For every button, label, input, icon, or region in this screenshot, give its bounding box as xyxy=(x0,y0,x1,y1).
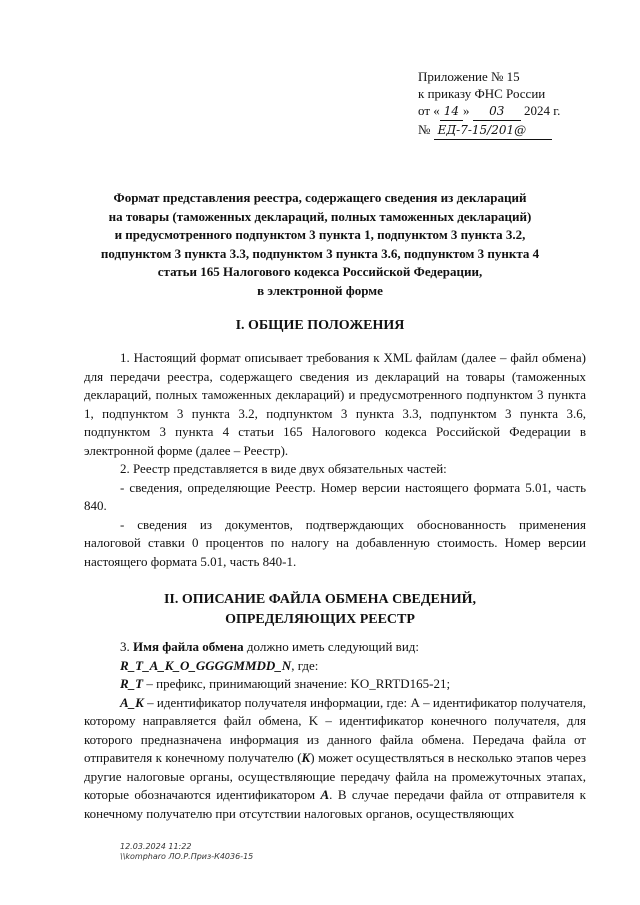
title-line: и предусмотренного подпунктом 3 пункта 1, подпунктом 3 пункта 3.2, xyxy=(114,227,526,242)
section1-body xyxy=(84,349,586,571)
appendix-block xyxy=(418,68,560,140)
paragraph-2: 2. Реестр представляется в виде двух обязательных частей: xyxy=(120,461,447,476)
paragraph-3 xyxy=(84,638,586,657)
section2-line2: ОПРЕДЕЛЯЮЩИХ РЕЕСТР xyxy=(225,612,415,627)
date-mid: » xyxy=(463,103,470,118)
footer-line1: 12.03.2024 11:22 xyxy=(120,842,192,851)
date-month: 03 xyxy=(473,103,521,121)
footer-line2: \\kompharo ЛО.Р.Приз-К4036-15 xyxy=(120,852,254,861)
section1-heading: I. ОБЩИЕ ПОЛОЖЕНИЯ xyxy=(235,318,405,333)
title-line: подпунктом 3 пункта 3.3, подпунктом 3 пункта 3.6, подпунктом 3 пункта 4 xyxy=(100,245,540,261)
number-value: ЕД-7-15/201@ xyxy=(434,122,552,140)
paragraph-2a: - сведения, определяющие Реестр. Номер версии настоящего формата 5.01, часть 840. xyxy=(84,479,586,513)
prefix-code: R_T xyxy=(120,676,144,691)
ak-text2: ) может осуществляться в несколько этапов через другие налоговые органы, осуществляющие передачу файла на промежуточных этапах, которые обозначаются идентификатором xyxy=(84,750,587,802)
title-line: на товары (таможенных деклараций, полных таможенных деклараций) xyxy=(108,208,532,224)
title-line: в электронной форме xyxy=(257,282,383,298)
ak-text1: – идентификатор получателя информации, где: А – идентификатор получателя, которому направляется файл обмена, K – идентификатор конечного получателя, для которого предназначена информация из данного файла обмена. Передача файла от отправителя к конечному получателю ( xyxy=(84,694,586,765)
para3-rest: должно иметь следующий вид: xyxy=(243,639,420,654)
footer-note xyxy=(120,842,253,862)
prefix-line xyxy=(84,675,586,694)
ak-k: K xyxy=(301,750,311,765)
title-line: Формат представления реестра, содержащего сведения из деклараций xyxy=(113,190,527,205)
filename-pattern: R_T_A_K_O_GGGGMMDD_N xyxy=(120,657,292,673)
section2-body xyxy=(84,638,586,823)
prefix-text: – префикс, принимающий значение: KO_RRTD165-21; xyxy=(143,676,451,691)
ak-code: A_K xyxy=(120,694,144,710)
filename-pattern-line xyxy=(84,657,586,676)
section2-line1: II. ОПИСАНИЕ ФАЙЛА ОБМЕНА СВЕДЕНИЙ, xyxy=(163,592,476,607)
filename-suffix: , где: xyxy=(291,657,319,673)
appendix-line1: Приложение № 15 xyxy=(418,69,520,84)
ak-a: А xyxy=(320,787,330,802)
appendix-number xyxy=(418,121,560,140)
number-prefix: № xyxy=(418,122,431,137)
ak-text3: . В случае передачи файла от отправителя к конечному получателю при отсутствии налоговых органов, осуществляющих xyxy=(84,787,586,821)
date-day: 14 xyxy=(440,103,463,121)
paragraph-2b: - сведения из документов, подтверждающих обоснованность применения налоговой ставки 0 процентов по налогу на добавленную стоимость. Номер версии настоящего формата 5.01, часть 840-1. xyxy=(84,516,586,569)
section2-heading xyxy=(60,590,580,630)
date-year: 2024 г. xyxy=(524,103,561,118)
para3-bold: Имя файла обмена xyxy=(133,639,244,654)
paragraph-1: 1. Настоящий формат описывает требования к XML файлам (далее – файл обмена) для передачи реестра, содержащего сведения из деклараций на товары (таможенных деклараций, полных таможенных деклараций) и предусмотренного подпунктом 3 пункта 1, подпунктом 3 пункта 3.2, подпунктом 3 пункта 3.3, подпунктом 3 пункта 3.6, подпунктом 3 пункта 4 статьи 165 Налогового кодекса Российской Федерации в электронной форме (далее – Реестр). xyxy=(84,350,586,458)
appendix-line2: к приказу ФНС России xyxy=(418,86,546,101)
date-prefix: от « xyxy=(418,103,440,118)
title-line: статьи 165 Налогового кодекса Российской Федерации, xyxy=(157,264,483,279)
appendix-date xyxy=(418,102,560,121)
document-title xyxy=(60,189,580,300)
para3-num: 3. xyxy=(120,639,133,654)
ak-paragraph xyxy=(84,694,586,824)
